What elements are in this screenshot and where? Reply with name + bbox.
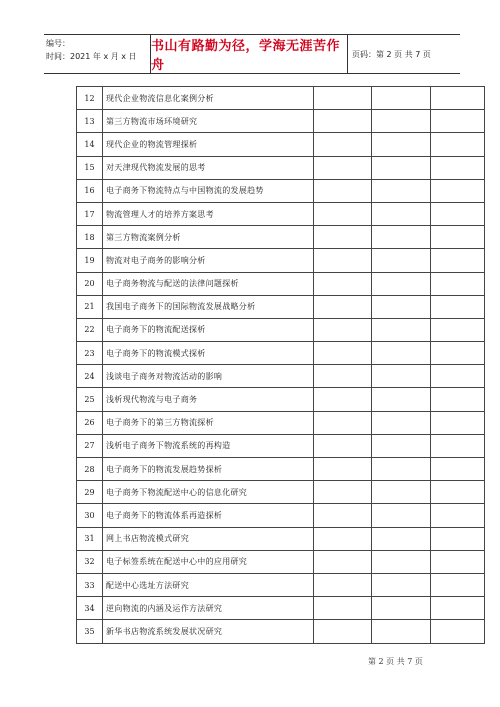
row-number: 19 (77, 249, 103, 272)
table-row (77, 87, 485, 110)
empty-cell (372, 249, 431, 272)
table-row (77, 342, 485, 365)
row-number: 35 (77, 620, 103, 643)
empty-cell (314, 573, 372, 596)
row-number: 25 (77, 388, 103, 411)
empty-cell (431, 527, 485, 550)
empty-cell (372, 318, 431, 341)
empty-cell (372, 156, 431, 179)
row-title: 现代企业物流信息化案例分析 (103, 87, 314, 110)
empty-cell (314, 388, 372, 411)
empty-cell (314, 226, 372, 249)
empty-cell (314, 272, 372, 295)
row-title: 电子商务下的物流体系再造探析 (103, 504, 314, 527)
empty-cell (372, 295, 431, 318)
empty-cell (372, 133, 431, 156)
empty-cell (431, 504, 485, 527)
empty-cell (431, 458, 485, 481)
row-title: 浅析电子商务下物流系统的再构造 (103, 434, 314, 457)
empty-cell (431, 411, 485, 434)
table-row (77, 365, 485, 388)
empty-cell (372, 411, 431, 434)
empty-cell (372, 620, 431, 643)
row-number: 15 (77, 156, 103, 179)
empty-cell (314, 342, 372, 365)
row-number: 21 (77, 295, 103, 318)
empty-cell (314, 550, 372, 573)
empty-cell (314, 504, 372, 527)
empty-cell (314, 458, 372, 481)
row-number: 13 (77, 110, 103, 133)
empty-cell (372, 481, 431, 504)
empty-cell (314, 434, 372, 457)
table-row (77, 179, 485, 202)
row-title: 对天津现代物流发展的思考 (103, 156, 314, 179)
row-title: 我国电子商务下的国际物流发展战略分析 (103, 295, 314, 318)
empty-cell (314, 249, 372, 272)
page-footer: 第 2 页 共 7 页 (368, 657, 423, 666)
row-number: 16 (77, 179, 103, 202)
table-row (77, 202, 485, 225)
empty-cell (314, 87, 372, 110)
empty-cell (431, 550, 485, 573)
row-number: 26 (77, 411, 103, 434)
row-number: 34 (77, 597, 103, 620)
empty-cell (372, 226, 431, 249)
empty-cell (372, 342, 431, 365)
header-page-label: 页码：第 2 页 共 7 页 (352, 49, 431, 59)
row-number: 30 (77, 504, 103, 527)
empty-cell (372, 202, 431, 225)
table-row (77, 295, 485, 318)
topic-table-body (77, 87, 485, 644)
table-row (77, 481, 485, 504)
table-row (77, 573, 485, 596)
row-number: 29 (77, 481, 103, 504)
row-title: 电子商务下的第三方物流探析 (103, 411, 314, 434)
table-row (77, 434, 485, 457)
page-header (44, 34, 460, 74)
empty-cell (431, 202, 485, 225)
row-title: 第三方物流市场环境研究 (103, 110, 314, 133)
row-title: 电子标签系统在配送中心中的应用研究 (103, 550, 314, 573)
row-number: 24 (77, 365, 103, 388)
row-title: 电子商务下的物流发展趋势探析 (103, 458, 314, 481)
table-row (77, 272, 485, 295)
row-number: 28 (77, 458, 103, 481)
empty-cell (431, 365, 485, 388)
row-title: 物流管理人才的培养方案思考 (103, 202, 314, 225)
row-number: 20 (77, 272, 103, 295)
empty-cell (372, 550, 431, 573)
table-row (77, 458, 485, 481)
table-row (77, 388, 485, 411)
table-row (77, 597, 485, 620)
row-title: 新华书店物流系统发展状况研究 (103, 620, 314, 643)
empty-cell (314, 110, 372, 133)
empty-cell (431, 481, 485, 504)
row-number: 22 (77, 318, 103, 341)
table-row (77, 620, 485, 643)
number-label: 编号： (46, 39, 70, 48)
empty-cell (431, 226, 485, 249)
empty-cell (314, 133, 372, 156)
row-title: 现代企业的物流管理探析 (103, 133, 314, 156)
empty-cell (314, 156, 372, 179)
row-title: 浅析现代物流与电子商务 (103, 388, 314, 411)
row-number: 33 (77, 573, 103, 596)
time-label: 时间：2021 年 x 月 x 日 (46, 52, 137, 61)
empty-cell (314, 365, 372, 388)
empty-cell (372, 504, 431, 527)
table-row (77, 550, 485, 573)
empty-cell (431, 272, 485, 295)
table-row (77, 249, 485, 272)
empty-cell (372, 87, 431, 110)
row-title: 电子商务下的物流配送探析 (103, 318, 314, 341)
empty-cell (431, 249, 485, 272)
topic-table (76, 86, 485, 644)
row-number: 17 (77, 202, 103, 225)
table-row (77, 226, 485, 249)
row-title: 物流对电子商务的影响分析 (103, 249, 314, 272)
row-title: 网上书店物流模式研究 (103, 527, 314, 550)
empty-cell (314, 527, 372, 550)
header-meta (44, 35, 151, 73)
empty-cell (431, 156, 485, 179)
row-title: 配送中心选址方法研究 (103, 573, 314, 596)
row-title: 电子商务下的物流模式探析 (103, 342, 314, 365)
row-title: 电子商务物流与配送的法律问题探析 (103, 272, 314, 295)
empty-cell (314, 620, 372, 643)
table-row (77, 133, 485, 156)
empty-cell (314, 295, 372, 318)
empty-cell (431, 388, 485, 411)
row-number: 18 (77, 226, 103, 249)
empty-cell (372, 434, 431, 457)
empty-cell (372, 527, 431, 550)
empty-cell (372, 597, 431, 620)
empty-cell (314, 318, 372, 341)
table-row (77, 504, 485, 527)
empty-cell (372, 110, 431, 133)
empty-cell (431, 318, 485, 341)
empty-cell (431, 434, 485, 457)
empty-cell (314, 202, 372, 225)
header-slogan: 书山有路勤为径，学海无涯苦作舟 (151, 35, 348, 73)
empty-cell (314, 597, 372, 620)
empty-cell (314, 179, 372, 202)
empty-cell (431, 110, 485, 133)
row-number: 27 (77, 434, 103, 457)
table-row (77, 110, 485, 133)
empty-cell (314, 411, 372, 434)
empty-cell (431, 295, 485, 318)
empty-cell (372, 179, 431, 202)
row-title: 电子商务下物流特点与中国物流的发展趋势 (103, 179, 314, 202)
empty-cell (314, 481, 372, 504)
row-number: 23 (77, 342, 103, 365)
empty-cell (372, 388, 431, 411)
empty-cell (431, 179, 485, 202)
empty-cell (372, 272, 431, 295)
row-number: 32 (77, 550, 103, 573)
empty-cell (431, 573, 485, 596)
row-number: 31 (77, 527, 103, 550)
empty-cell (431, 342, 485, 365)
empty-cell (431, 620, 485, 643)
empty-cell (431, 597, 485, 620)
empty-cell (372, 573, 431, 596)
empty-cell (372, 458, 431, 481)
row-title: 逆向物流的内涵及运作方法研究 (103, 597, 314, 620)
empty-cell (372, 365, 431, 388)
table-row (77, 156, 485, 179)
row-number: 12 (77, 87, 103, 110)
table-row (77, 527, 485, 550)
row-number: 14 (77, 133, 103, 156)
row-title: 电子商务下物流配送中心的信息化研究 (103, 481, 314, 504)
row-title: 第三方物流案例分析 (103, 226, 314, 249)
table-row (77, 318, 485, 341)
table-row (77, 411, 485, 434)
row-title: 浅谈电子商务对物流活动的影响 (103, 365, 314, 388)
empty-cell (431, 133, 485, 156)
empty-cell (431, 87, 485, 110)
